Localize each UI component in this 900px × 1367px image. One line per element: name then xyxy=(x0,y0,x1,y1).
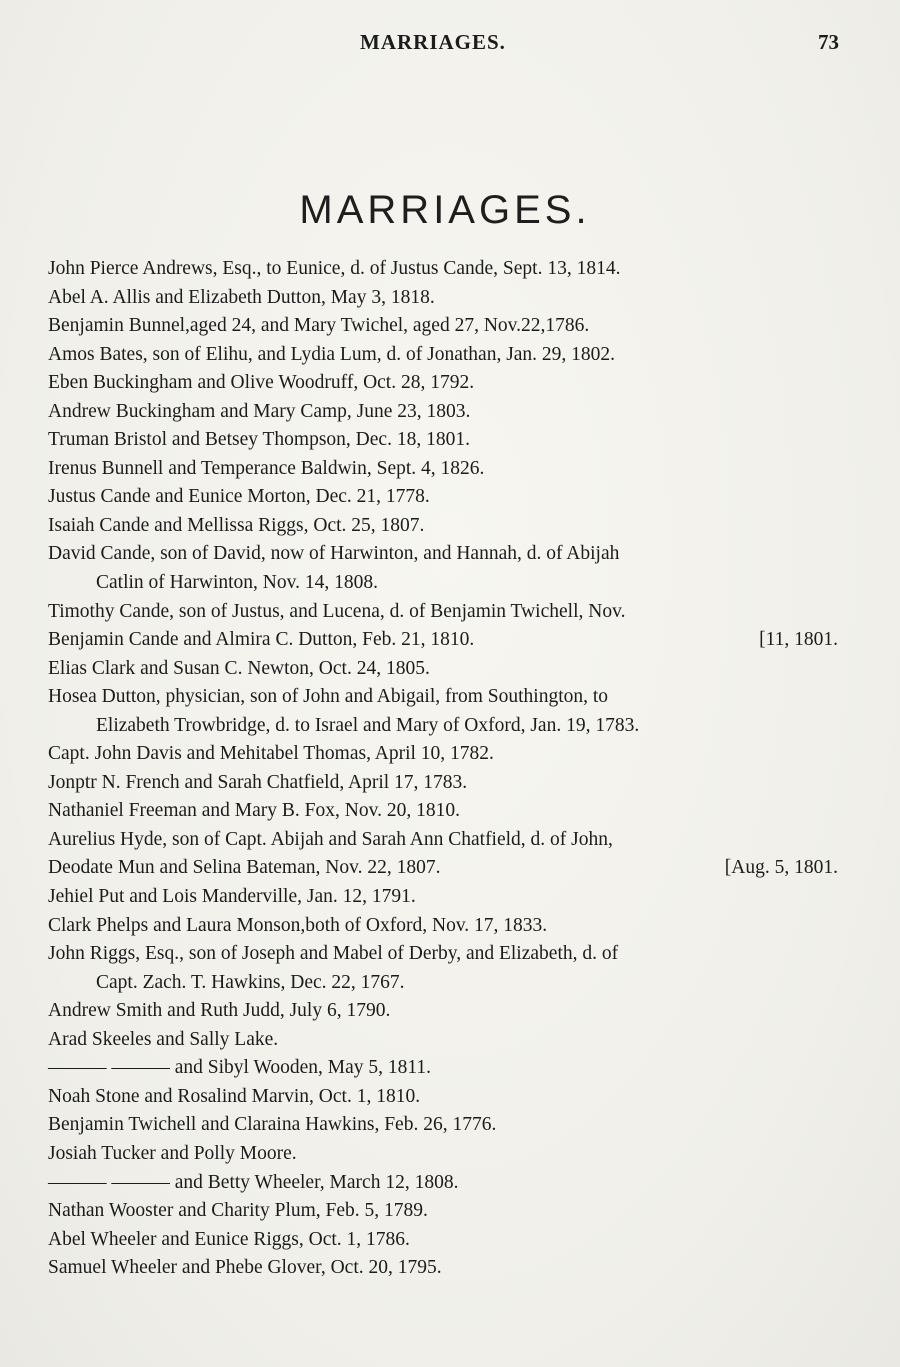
marriage-entry xyxy=(48,369,848,398)
marriage-entry xyxy=(48,683,848,712)
marriage-entry xyxy=(48,740,848,769)
entry-text: John Pierce Andrews, Esq., to Eunice, d. of Justus Cande, Sept. 13, 1814. xyxy=(48,258,621,279)
marriage-list xyxy=(48,255,848,1283)
marriage-entry xyxy=(48,426,848,455)
marriage-entry xyxy=(48,1026,848,1055)
marriage-entry xyxy=(48,1083,848,1112)
entry-text: Andrew Buckingham and Mary Camp, June 23, 1803. xyxy=(48,400,471,422)
marriage-entry xyxy=(48,1169,848,1198)
entry-text: Elizabeth Trowbridge, d. to Israel and Mary of Oxford, Jan. 19, 1783. xyxy=(96,714,640,736)
entry-text: Aurelius Hyde, son of Capt. Abijah and Sarah Ann Chatfield, d. of John, xyxy=(48,828,613,850)
entry-text: Samuel Wheeler and Phebe Glover, Oct. 20, 1795. xyxy=(48,1257,442,1279)
marriage-entry xyxy=(48,769,848,798)
marriage-entry xyxy=(48,284,848,313)
entry-text: Hosea Dutton, physician, son of John and Abigail, from Southington, to xyxy=(48,686,609,708)
entry-overflow-date: [11, 1801. xyxy=(759,629,838,651)
entry-text: ——— ——— and Sibyl Wooden, May 5, 1811. xyxy=(48,1057,432,1079)
marriage-entry-continuation xyxy=(48,712,848,741)
entry-text: Benjamin Bunnel,aged 24, and Mary Twichel, aged 27, Nov.22,1786. xyxy=(48,315,590,337)
entry-text: Irenus Bunnell and Temperance Baldwin, Sept. 4, 1826. xyxy=(48,457,485,479)
entry-text: Jonptr N. French and Sarah Chatfield, April 17, 1783. xyxy=(48,771,468,793)
marriage-entry xyxy=(48,1140,848,1169)
entry-text: Amos Bates, son of Elihu, and Lydia Lum, d. of Jonathan, Jan. 29, 1802. xyxy=(48,343,616,365)
entry-text: Jehiel Put and Lois Manderville, Jan. 12, 1791. xyxy=(48,886,416,908)
marriage-entry xyxy=(48,398,848,427)
entry-text: Nathaniel Freeman and Mary B. Fox, Nov. 20, 1810. xyxy=(48,800,460,822)
running-title: MARRIAGES. xyxy=(360,30,506,54)
entry-overflow-date: [Aug. 5, 1801. xyxy=(724,857,838,879)
marriage-entry xyxy=(48,1111,848,1140)
entry-text: Arad Skeeles and Sally Lake. xyxy=(48,1028,279,1050)
entry-text: Capt. John Davis and Mehitabel Thomas, April 10, 1782. xyxy=(48,743,494,765)
entry-text: Noah Stone and Rosalind Marvin, Oct. 1, 1810. xyxy=(48,1085,421,1107)
marriage-entry xyxy=(48,626,848,655)
entry-text: Josiah Tucker and Polly Moore. xyxy=(48,1142,297,1164)
marriage-entry xyxy=(48,1054,848,1083)
entry-text: Truman Bristol and Betsey Thompson, Dec. 18, 1801. xyxy=(48,429,470,451)
entry-text: Abel Wheeler and Eunice Riggs, Oct. 1, 1786. xyxy=(48,1228,410,1250)
entry-text: Deodate Mun and Selina Bateman, Nov. 22, 1807. xyxy=(48,857,441,879)
marriage-entry xyxy=(48,997,848,1026)
entry-text: Catlin of Harwinton, Nov. 14, 1808. xyxy=(96,572,378,594)
entry-text: Benjamin Twichell and Claraina Hawkins, Feb. 26, 1776. xyxy=(48,1114,497,1136)
entry-text: Clark Phelps and Laura Monson,both of Oxford, Nov. 17, 1833. xyxy=(48,914,548,936)
entry-text: Elias Clark and Susan C. Newton, Oct. 24, 1805. xyxy=(48,657,430,679)
section-heading: MARRIAGES. xyxy=(299,188,591,232)
running-head xyxy=(0,30,900,60)
marriage-entry xyxy=(48,883,848,912)
marriage-entry xyxy=(48,1226,848,1255)
marriage-entry xyxy=(48,512,848,541)
entry-text: ——— ——— and Betty Wheeler, March 12, 1808. xyxy=(48,1171,459,1193)
entry-text: John Riggs, Esq., son of Joseph and Mabel of Derby, and Elizabeth, d. of xyxy=(48,943,619,965)
marriage-entry xyxy=(48,826,848,855)
marriage-entry xyxy=(48,1197,848,1226)
marriage-entry xyxy=(48,940,848,969)
entry-text: Abel A. Allis and Elizabeth Dutton, May 3, 1818. xyxy=(48,286,435,308)
entry-text: Andrew Smith and Ruth Judd, July 6, 1790. xyxy=(48,1000,391,1022)
marriage-entry xyxy=(48,797,848,826)
marriage-entry xyxy=(48,854,848,883)
entry-text: Capt. Zach. T. Hawkins, Dec. 22, 1767. xyxy=(96,971,405,993)
marriage-entry xyxy=(48,455,848,484)
entry-text: David Cande, son of David, now of Harwinton, and Hannah, d. of Abijah xyxy=(48,543,620,565)
marriage-entry xyxy=(48,341,848,370)
page-number: 73 xyxy=(818,30,839,54)
marriage-entry xyxy=(48,655,848,684)
entry-text: Justus Cande and Eunice Morton, Dec. 21, 1778. xyxy=(48,486,430,508)
marriage-entry xyxy=(48,483,848,512)
marriage-entry xyxy=(48,912,848,941)
entry-text: Isaiah Cande and Mellissa Riggs, Oct. 25, 1807. xyxy=(48,514,425,536)
entry-text: Nathan Wooster and Charity Plum, Feb. 5, 1789. xyxy=(48,1200,428,1222)
marriage-entry xyxy=(48,255,848,284)
marriage-entry xyxy=(48,540,848,569)
marriage-entry-continuation xyxy=(48,569,848,598)
marriage-entry xyxy=(48,598,848,627)
marriage-entry-continuation xyxy=(48,969,848,998)
marriage-entry xyxy=(48,312,848,341)
entry-text: Benjamin Cande and Almira C. Dutton, Feb. 21, 1810. xyxy=(48,629,475,651)
entry-text: Timothy Cande, son of Justus, and Lucena, d. of Benjamin Twichell, Nov. xyxy=(48,600,626,622)
marriage-entry xyxy=(48,1254,848,1283)
entry-text: Eben Buckingham and Olive Woodruff, Oct. 28, 1792. xyxy=(48,372,475,394)
